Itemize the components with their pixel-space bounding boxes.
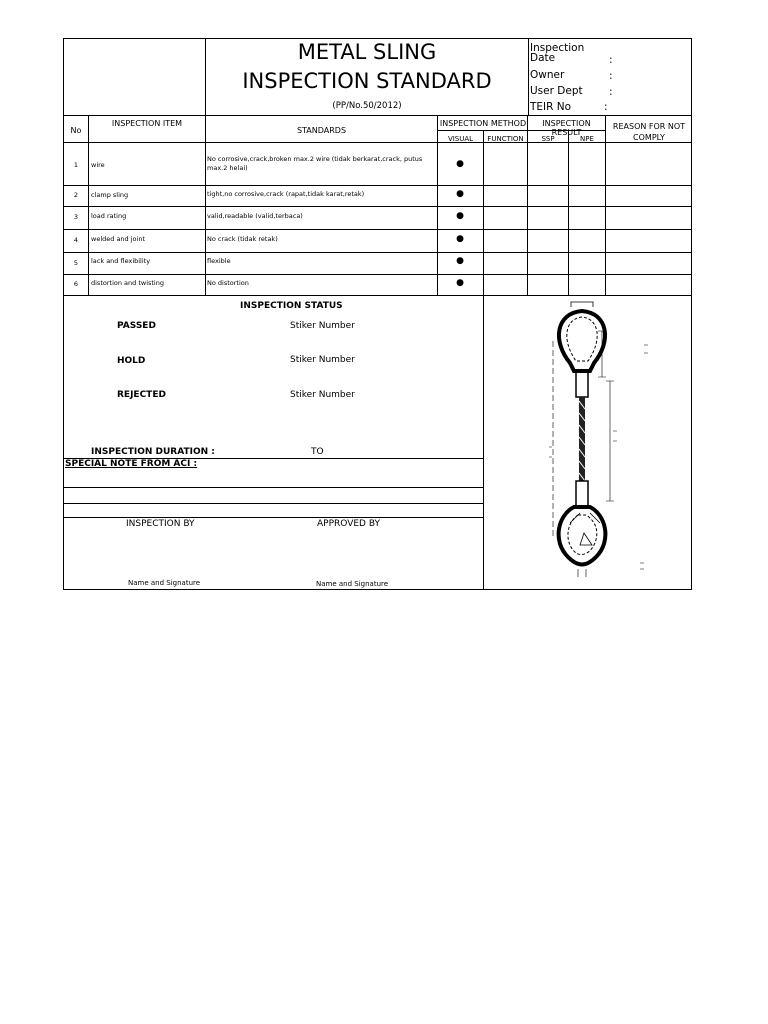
header-reason-not-comply: REASON FOR NOT COMPLY xyxy=(612,122,686,142)
col-line-item xyxy=(205,115,206,295)
row-line-6 xyxy=(64,295,691,296)
teir-no-label: TEIR No xyxy=(530,101,572,113)
duration-to-label: TO xyxy=(311,447,324,457)
status-rejected: REJECTED xyxy=(117,390,166,400)
header-no: No xyxy=(70,126,82,135)
inspection-form xyxy=(63,38,692,590)
row-5-item: lack and flexibility xyxy=(91,257,151,265)
row-line-5 xyxy=(64,274,691,275)
note-line-3 xyxy=(64,517,483,518)
row-5-standard: flexible xyxy=(207,257,231,265)
row-3-item: load rating xyxy=(91,212,127,220)
reference-number: (PP/No.50/2012) xyxy=(332,101,402,111)
header-ssp: SSP xyxy=(541,135,555,143)
note-line-1 xyxy=(64,487,483,488)
row-1-standard: No corrosive,crack,broken max.2 wire (tidak berkarat,crack, putus max.2 helai) xyxy=(207,155,423,172)
row-line-2 xyxy=(64,206,691,207)
header-inspection-result: INSPECTION RESULT xyxy=(542,119,591,137)
row-1-item: wire xyxy=(91,161,105,169)
status-hold: HOLD xyxy=(117,356,146,366)
row-5-visual-check: ● xyxy=(456,256,464,266)
special-note-label: SPECIAL NOTE FROM ACI : xyxy=(65,459,198,469)
row-6-item: distortion and twisting xyxy=(91,279,164,287)
header-visual: VISUAL xyxy=(447,135,474,143)
user-dept-colon: : xyxy=(609,86,613,98)
row-6-standard: No distortion xyxy=(207,279,249,287)
inspector-name-signature: Name and Signature xyxy=(128,579,201,587)
col-line-result xyxy=(605,115,606,295)
row-2-visual-check: ● xyxy=(456,189,464,199)
inspection-status-heading: INSPECTION STATUS xyxy=(240,301,343,311)
row-3-standard: valid,readable (valid,terbaca) xyxy=(207,212,303,220)
row-3-no: 3 xyxy=(73,213,79,221)
header-divider-right xyxy=(528,39,529,115)
row-line-3 xyxy=(64,229,691,230)
inspection-duration-label: INSPECTION DURATION : xyxy=(91,447,215,457)
row-6-no: 6 xyxy=(73,280,79,288)
col-line-no xyxy=(88,115,89,295)
row-6-visual-check: ● xyxy=(456,278,464,288)
owner-colon: : xyxy=(609,70,613,82)
inspection-date-label-line-1: Inspection xyxy=(530,42,585,54)
header-function: FUNCTION xyxy=(487,135,524,143)
note-line-2 xyxy=(64,503,483,504)
row-4-standard: No crack (tidak retak) xyxy=(207,235,278,243)
title-line-2: INSPECTION STANDARD xyxy=(242,69,492,93)
row-2-no: 2 xyxy=(73,191,79,199)
rejected-sticker-number: Stiker Number xyxy=(290,390,355,400)
row-4-item: welded and joint xyxy=(91,235,145,243)
hold-sticker-number: Stiker Number xyxy=(290,355,355,365)
row-1-visual-check: ● xyxy=(456,159,464,169)
row-5-no: 5 xyxy=(73,259,79,267)
inspection-date-colon: : xyxy=(609,54,613,66)
row-3-visual-check: ● xyxy=(456,211,464,221)
user-dept-label: User Dept xyxy=(530,85,583,97)
row-line-4 xyxy=(64,252,691,253)
row-1-no: 1 xyxy=(73,161,79,169)
owner-label: Owner xyxy=(530,69,565,81)
header-inspection-method: INSPECTION METHOD xyxy=(439,119,527,128)
header-inspection-item: INSPECTION ITEM xyxy=(111,119,183,128)
col-line-ssp xyxy=(568,130,569,295)
header-bottom-line xyxy=(64,115,691,116)
header-npe: NPE xyxy=(580,135,594,143)
approved-by-label: APPROVED BY xyxy=(317,519,381,529)
row-2-standard: tight,no corrosive,crack (rapat,tidak karat,retak) xyxy=(207,190,365,198)
passed-sticker-number: Stiker Number xyxy=(290,321,355,331)
row-2-item: clamp sling xyxy=(91,191,129,199)
wire-rope-sling-drawing xyxy=(540,301,650,577)
header-standards: STANDARDS xyxy=(296,126,347,135)
inspection-date-label xyxy=(530,43,584,63)
title-line-1: METAL SLING xyxy=(297,40,437,64)
inspection-date-label-line-2: Date xyxy=(530,52,556,64)
status-image-divider xyxy=(483,295,484,589)
status-passed: PASSED xyxy=(117,321,156,331)
col-line-visual xyxy=(483,130,484,295)
row-line-1 xyxy=(64,185,691,186)
row-4-visual-check: ● xyxy=(456,234,464,244)
inspection-by-label: INSPECTION BY xyxy=(126,519,195,529)
row-4-no: 4 xyxy=(73,236,79,244)
approver-name-signature: Name and Signature xyxy=(316,580,389,588)
teir-no-colon: : xyxy=(604,101,608,113)
